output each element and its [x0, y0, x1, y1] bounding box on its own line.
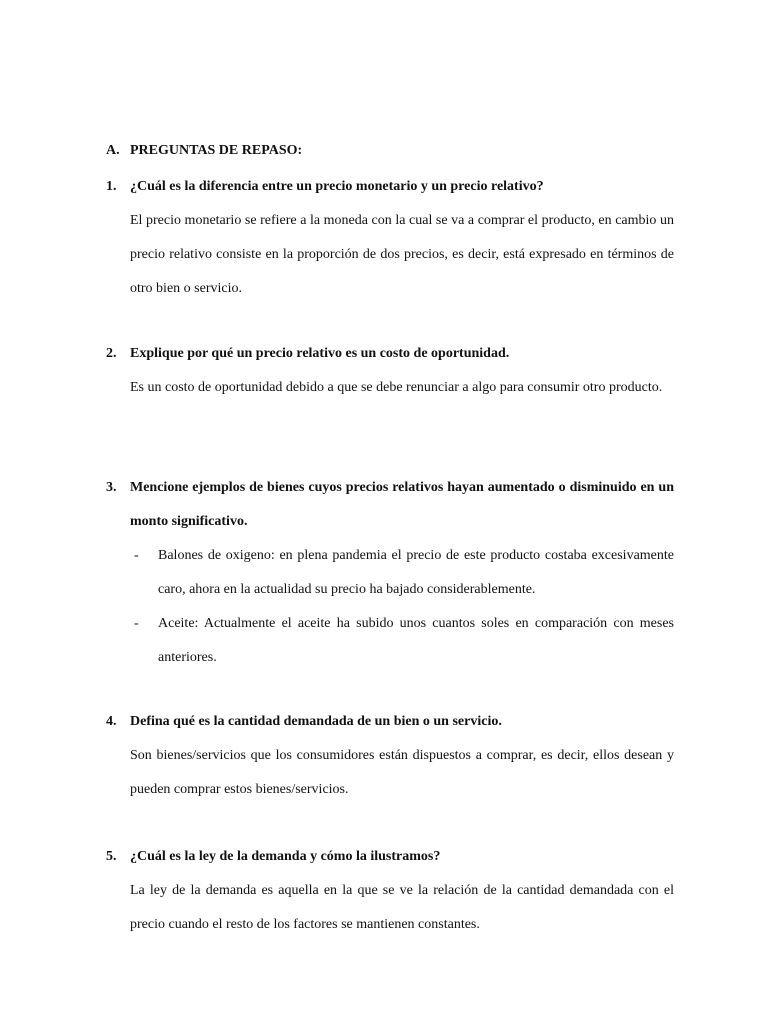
answer-text: La ley de la demanda es aquella en la que se ve la relación de la cantidad demandada con el precio cuando el resto de los factores se mantienen constantes. [130, 883, 674, 932]
question-heading [106, 840, 674, 874]
question-number: 3. [106, 480, 117, 495]
question-heading [106, 337, 674, 371]
answer-text: Son bienes/servicios que los consumidores están dispuestos a comprar, es decir, ellos desean y pueden comprar estos bienes/servicios. [130, 748, 674, 797]
question-block-5 [106, 840, 674, 942]
question-block-1 [106, 170, 674, 306]
question-number: 2. [106, 346, 117, 361]
question-block-4 [106, 705, 674, 807]
question-number: 5. [106, 849, 117, 864]
question-text: Defina qué es la cantidad demandada de un bien o un servicio. [130, 714, 502, 729]
question-heading [106, 170, 674, 204]
question-text: ¿Cuál es la ley de la demanda y cómo la ilustramos? [130, 849, 441, 864]
answer-text: Es un costo de oportunidad debido a que se debe renunciar a algo para consumir otro producto. [130, 380, 663, 395]
question-number: 4. [106, 714, 117, 729]
bullet-dash: - [134, 616, 139, 631]
list-item-text: Balones de oxigeno: en plena pandemia el precio de este producto costaba excesivamente caro, ahora en la actualidad su precio ha bajado considerablemente. [158, 548, 674, 597]
question-text: Explique por qué un precio relativo es un costo de oportunidad. [130, 346, 510, 361]
answer-text: El precio monetario se refiere a la moneda con la cual se va a comprar el producto, en cambio un precio relativo consiste en la proporción de dos precios, es decir, está expresado en términos de otro bien o servicio. [130, 213, 674, 296]
question-text: Mencione ejemplos de bienes cuyos precios relativos hayan aumentado o disminuido en un monto significativo. [130, 480, 674, 529]
question-heading [106, 471, 674, 539]
question-number: 1. [106, 179, 117, 194]
question-block-2 [106, 337, 674, 405]
list-item [106, 539, 674, 607]
question-heading [106, 705, 674, 739]
list-item [106, 607, 674, 675]
question-text: ¿Cuál es la diferencia entre un precio monetario y un precio relativo? [130, 179, 544, 194]
section-letter: A. [106, 143, 120, 158]
section-heading [106, 143, 302, 159]
examples-list [106, 539, 674, 675]
list-item-text: Aceite: Actualmente el aceite ha subido unos cuantos soles en comparación con meses anteriores. [158, 616, 674, 665]
section-title-text: PREGUNTAS DE REPASO: [130, 143, 303, 158]
question-block-3 [106, 471, 674, 675]
bullet-dash: - [134, 548, 139, 563]
